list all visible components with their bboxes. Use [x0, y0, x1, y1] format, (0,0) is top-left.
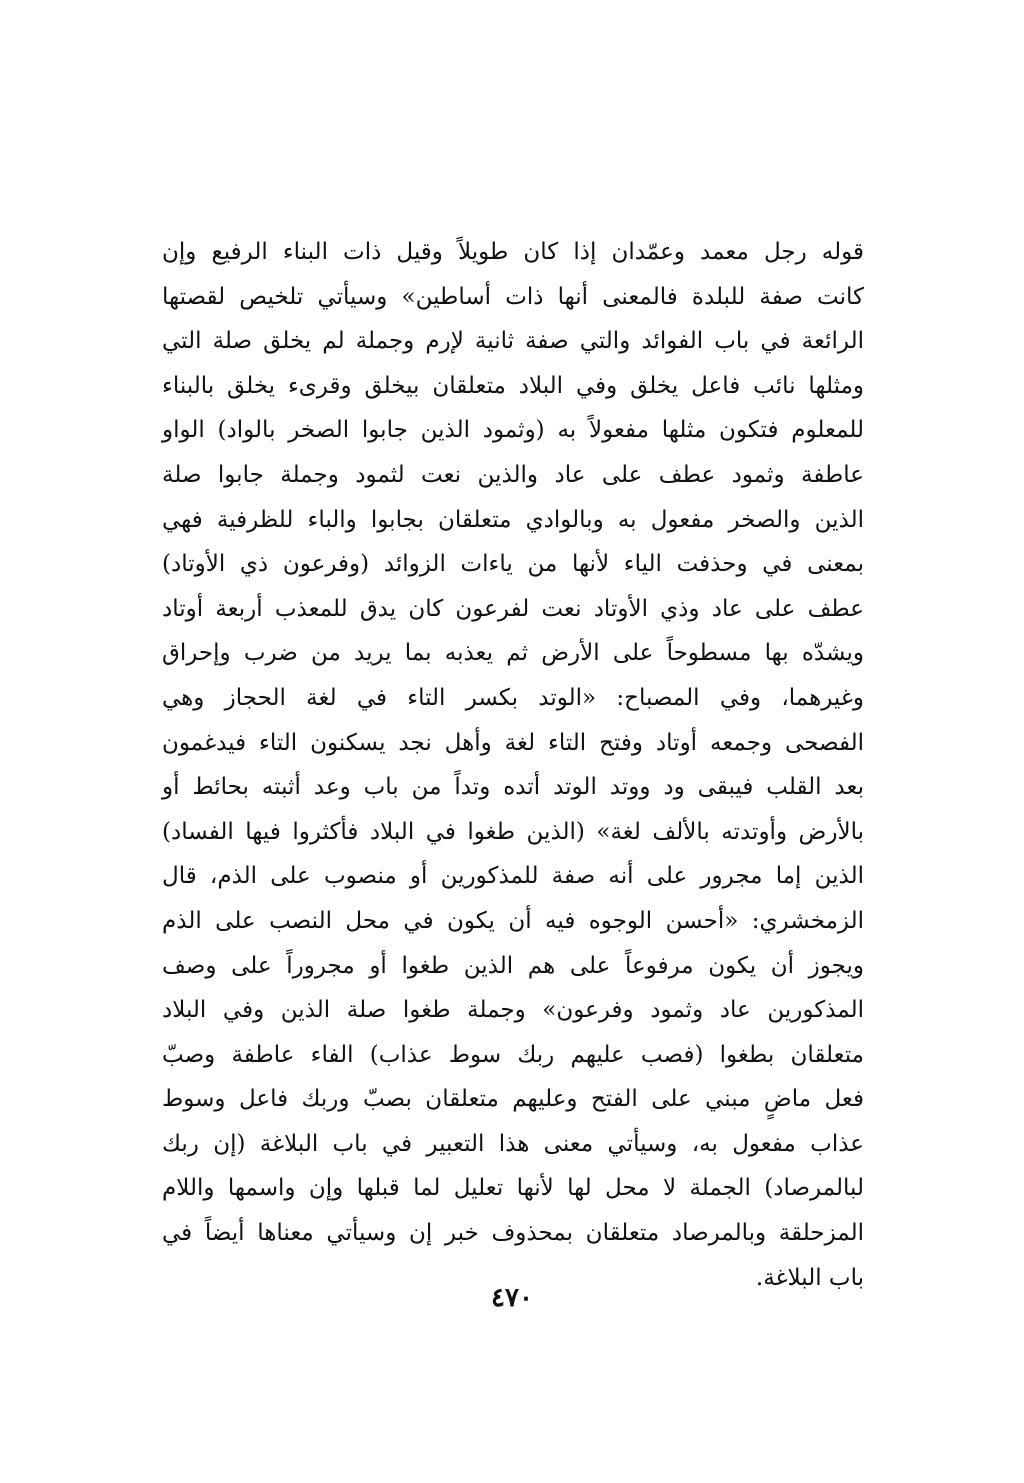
text-line: بعد القلب فيبقى ود ووتد الوتد أتده وتداً من باب وعد أثبته بحائط أو — [162, 774, 864, 801]
text-line: فعل ماضٍ مبني على الفتح وعليهم متعلقان بصبّ وربك فاعل وسوط — [162, 1086, 864, 1113]
text-line: بالأرض وأوتدته بالألف لغة» (الذين طغوا في البلاد فأكثروا فيها الفساد) — [162, 818, 864, 845]
text-line: وغيرهما، وفي المصباح: «الوتد بكسر التاء في لغة الحجاز وهي — [162, 684, 864, 711]
text-line: الرائعة في باب الفوائد والتي صفة ثانية لإرم وجملة لم يخلق صلة التي — [162, 328, 864, 355]
text-line: للمعلوم فتكون مثلها مفعولاً به (وثمود الذين جابوا الصخر بالواد) الواو — [162, 417, 864, 444]
text-line: ومثلها نائب فاعل يخلق وفي البلاد متعلقان بيخلق وقرىء يخلق بالبناء — [162, 372, 864, 399]
text-line: عطف على عاد وذي الأوتاد نعت لفرعون كان يدق للمعذب أربعة أوتاد — [162, 595, 864, 622]
text-line: بمعنى في وحذفت الياء لأنها من ياءات الزوائد (وفرعون ذي الأوتاد) — [162, 551, 864, 578]
body-text — [162, 230, 864, 1300]
text-line: كانت صفة للبلدة فالمعنى أنها ذات أساطين» وسيأتي تلخيص لقصتها — [162, 283, 864, 310]
text-line: الذين والصخر مفعول به وبالوادي متعلقان بجابوا والباء للظرفية فهي — [162, 506, 864, 533]
text-line: المذكورين عاد وثمود وفرعون» وجملة طغوا صلة الذين وفي البلاد — [162, 997, 864, 1024]
text-line: باب البلاغة. — [755, 1264, 864, 1291]
text-line: ويشدّه بها مسطوحاً على الأرض ثم يعذبه بما يريد من ضرب وإحراق — [162, 640, 864, 667]
text-line: متعلقان بطغوا (فصب عليهم ربك سوط عذاب) الفاء عاطفة وصبّ — [162, 1041, 864, 1068]
text-line: لبالمرصاد) الجملة لا محل لها لأنها تعليل لما قبلها وإن واسمها واللام — [162, 1175, 864, 1202]
text-line: الذين إما مجرور على أنه صفة للمذكورين أو منصوب على الذم، قال — [162, 863, 864, 890]
text-line: عذاب مفعول به، وسيأتي معنى هذا التعبير في باب البلاغة (إن ربك — [162, 1130, 864, 1157]
text-line: المزحلقة وبالمرصاد متعلقان بمحذوف خبر إن وسيأتي معناها أيضاً في — [162, 1220, 864, 1247]
page-number: ٤٧٠ — [491, 1283, 533, 1313]
text-line: ويجوز أن يكون مرفوعاً على هم الذين طغوا أو مجروراً على وصف — [162, 952, 864, 979]
text-line: الفصحى وجمعه أوتاد وفتح التاء لغة وأهل نجد يسكنون التاء فيدغمون — [162, 729, 864, 756]
text-line: عاطفة وثمود عطف على عاد والذين نعت لثمود وجملة جابوا صلة — [162, 461, 864, 488]
text-line: قوله رجل معمد وعمّدان إذا كان طويلاً وقيل ذات البناء الرفيع وإن — [162, 239, 864, 265]
text-line: الزمخشري: «أحسن الوجوه فيه أن يكون في محل النصب على الذم — [162, 907, 864, 934]
